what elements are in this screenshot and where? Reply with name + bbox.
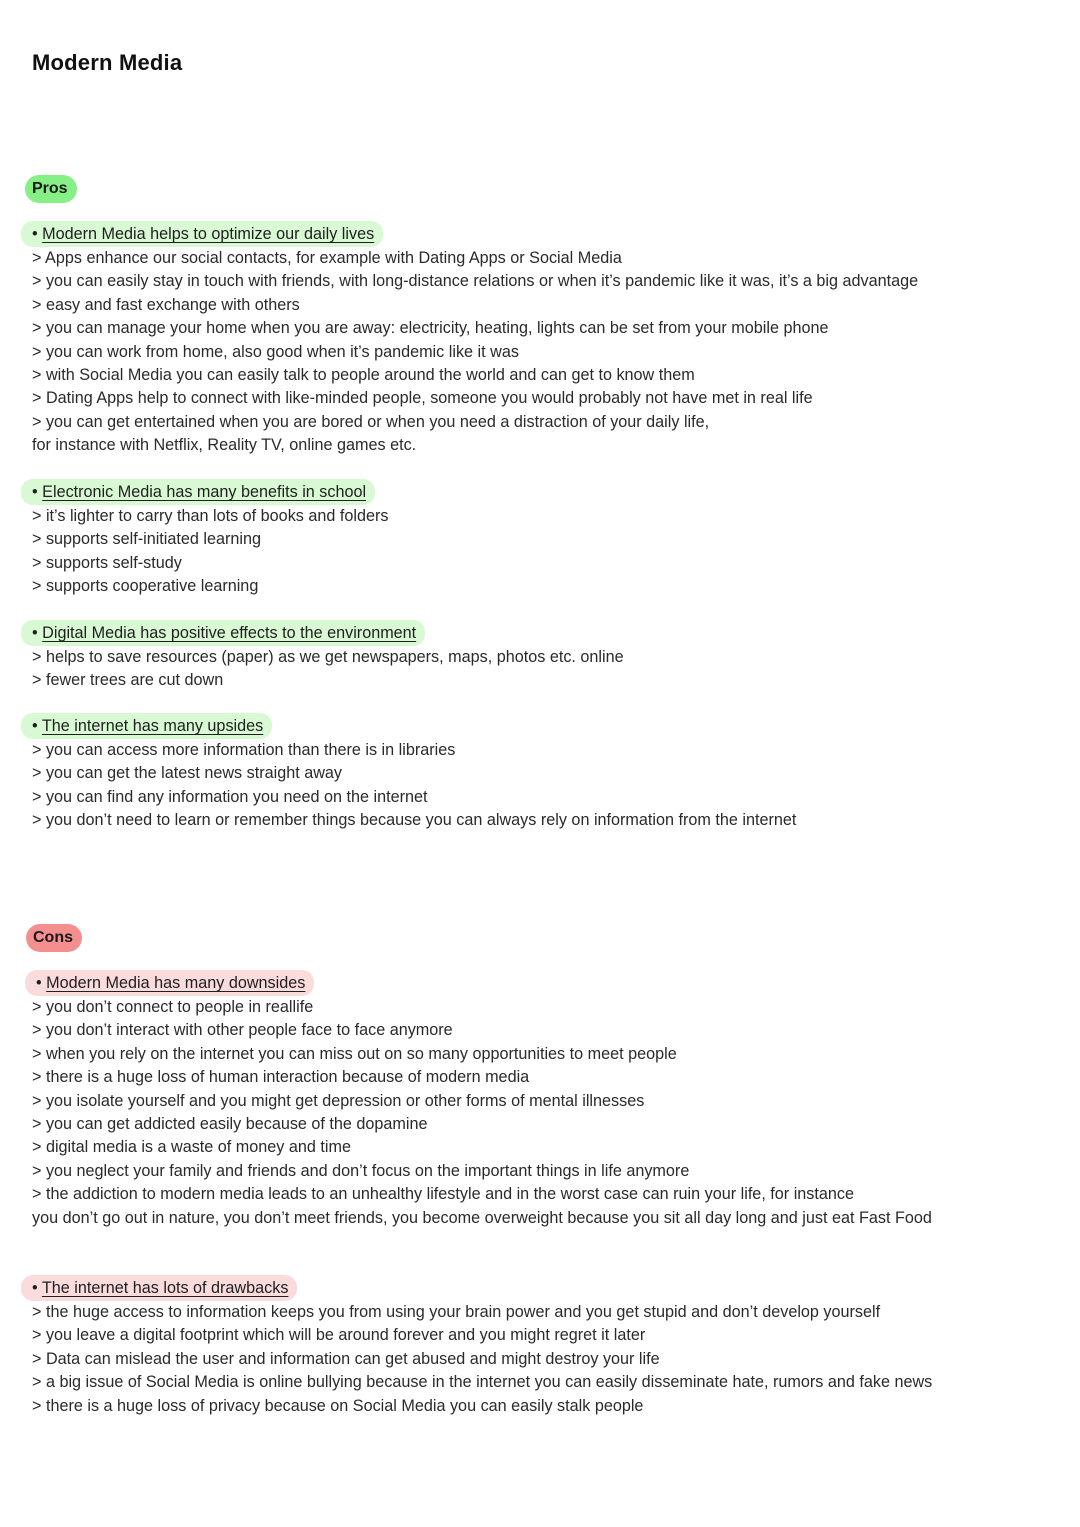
list-item: > Data can mislead the user and information can get abused and might destroy your life bbox=[32, 1349, 660, 1368]
list-item: > Dating Apps help to connect with like-minded people, someone you would probably not have met in real life bbox=[32, 389, 813, 408]
pros-group bbox=[32, 479, 388, 599]
list-item: > supports self-initiated learning bbox=[32, 530, 262, 549]
bullet-list bbox=[32, 646, 624, 693]
list-item: > with Social Media you can easily talk to people around the world and can get to know them bbox=[32, 366, 695, 385]
list-item: > you can find any information you need on the internet bbox=[32, 787, 428, 806]
list-item: > you can get addicted easily because of the dopamine bbox=[32, 1115, 428, 1134]
pros-badge: Pros bbox=[25, 175, 77, 203]
list-item: > you don’t need to learn or remember things because you can always rely on information from the internet bbox=[32, 811, 797, 830]
list-item: > supports cooperative learning bbox=[32, 577, 259, 596]
group-heading: • The internet has many upsides bbox=[21, 713, 272, 739]
list-item: > you leave a digital footprint which will be around forever and you might regret it later bbox=[32, 1326, 646, 1345]
list-item: > it’s lighter to carry than lots of books and folders bbox=[32, 507, 389, 525]
list-item: > easy and fast exchange with others bbox=[32, 295, 300, 314]
list-item: > a big issue of Social Media is online bullying because in the internet you can easily disseminate hate, rumors and fake news bbox=[32, 1373, 933, 1392]
list-item: > there is a huge loss of privacy because on Social Media you can easily stalk people bbox=[32, 1396, 644, 1415]
list-item: > supports self-study bbox=[32, 553, 182, 572]
group-heading: • The internet has lots of drawbacks bbox=[21, 1275, 297, 1301]
bullet-list bbox=[32, 1301, 932, 1418]
list-item: you don’t go out in nature, you don’t meet friends, you become overweight because you sit all day long and just eat Fast Food bbox=[32, 1208, 932, 1227]
pros-group bbox=[32, 620, 624, 693]
list-item: > Apps enhance our social contacts, for example with Dating Apps or Social Media bbox=[32, 249, 622, 267]
group-heading: • Modern Media has many downsides bbox=[25, 970, 314, 996]
list-item: > you can manage your home when you are away: electricity, heating, lights can be set from your mobile phone bbox=[32, 319, 829, 338]
pros-group bbox=[32, 713, 796, 833]
list-item: > the addiction to modern media leads to an unhealthy lifestyle and in the worst case can ruin your life, for instance bbox=[32, 1185, 854, 1204]
cons-badge: Cons bbox=[26, 924, 82, 952]
group-heading: • Digital Media has positive effects to the environment bbox=[21, 620, 425, 646]
list-item: > when you rely on the internet you can miss out on so many opportunities to meet people bbox=[32, 1044, 677, 1063]
list-item: > you can get entertained when you are bored or when you need a distraction of your daily life, bbox=[32, 412, 710, 431]
list-item: > you can get the latest news straight away bbox=[32, 764, 342, 783]
list-item: > you don’t connect to people in reallife bbox=[32, 998, 314, 1016]
bullet-list bbox=[32, 247, 918, 458]
list-item: > you can easily stay in touch with friends, with long-distance relations or when it’s pandemic like it was, it’s a big advantage bbox=[32, 272, 919, 291]
list-item: > you don’t interact with other people face to face anymore bbox=[32, 1021, 453, 1040]
pros-group bbox=[32, 221, 918, 458]
list-item: > you isolate yourself and you might get depression or other forms of mental illnesses bbox=[32, 1091, 645, 1110]
group-heading: • Electronic Media has many benefits in school bbox=[21, 479, 375, 505]
list-item: > you can access more information than there is in libraries bbox=[32, 741, 456, 759]
cons-group bbox=[32, 970, 932, 1230]
list-item: > there is a huge loss of human interaction because of modern media bbox=[32, 1068, 530, 1087]
cons-group bbox=[32, 1275, 932, 1418]
list-item: > digital media is a waste of money and time bbox=[32, 1138, 351, 1157]
bullet-list bbox=[32, 505, 388, 599]
list-item: > you can work from home, also good when it’s pandemic like it was bbox=[32, 342, 519, 361]
list-item: > fewer trees are cut down bbox=[32, 671, 224, 690]
list-item: > you neglect your family and friends and don’t focus on the important things in life anymore bbox=[32, 1161, 690, 1180]
group-heading: • Modern Media helps to optimize our daily lives bbox=[21, 221, 383, 247]
bullet-list bbox=[32, 739, 796, 833]
list-item: > helps to save resources (paper) as we get newspapers, maps, photos etc. online bbox=[32, 648, 624, 666]
bullet-list bbox=[32, 996, 932, 1230]
list-item: > the huge access to information keeps you from using your brain power and you get stupid and don’t develop yourself bbox=[32, 1303, 881, 1321]
page-title: Modern Media bbox=[32, 50, 183, 75]
list-item: for instance with Netflix, Reality TV, online games etc. bbox=[32, 436, 417, 455]
